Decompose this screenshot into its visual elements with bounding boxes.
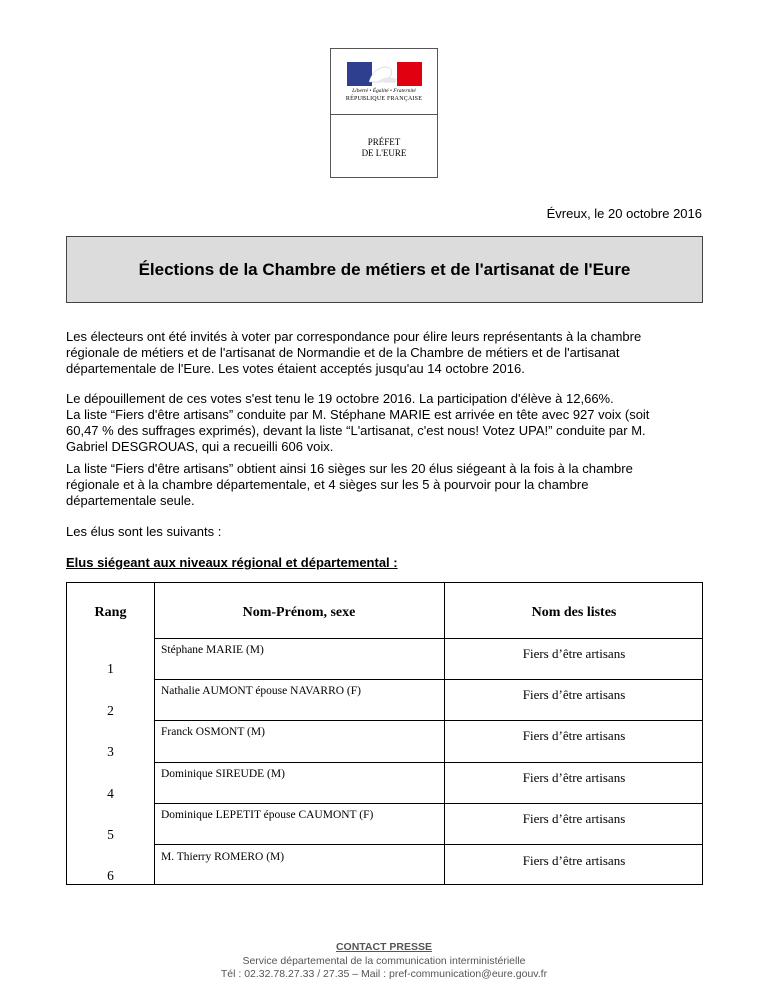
paragraph-line: régionale et à la chambre départementale, et 4 sièges sur les 5 à pourvoir pour la chambre [66,477,589,492]
paragraph-line: Les électeurs ont été invités à voter par correspondance pour élire leurs représentants à la chambre [66,329,642,344]
footer-contact-label: CONTACT PRESSE [335,941,433,953]
table-row-rank: 1 [107,661,114,676]
table-row-rank: 4 [107,786,114,801]
paragraph-line: départementale de l'Eure. Les votes étaient acceptés jusqu'au 14 octobre 2016. [66,361,525,376]
table-row-list: Fiers d’être artisans [522,687,626,702]
table-divider [154,583,155,884]
paragraph-elected-intro: Les élus sont les suivants : [66,524,222,539]
republic-name: RÉPUBLIQUE FRANÇAISE [345,96,423,102]
row-divider [154,803,702,804]
paragraph-results [66,391,703,455]
document-date: Évreux, le 20 octobre 2016 [546,206,702,221]
prefet-label [331,137,437,159]
paragraph-line: Gabriel DESGROUAS, qui a recueilli 606 voix. [66,439,334,454]
paragraph-intro [66,329,703,377]
table-row-rank: 6 [107,868,114,883]
table-row-name: M. Thierry ROMERO (M) [161,851,285,863]
row-divider [154,638,702,639]
row-divider [154,762,702,763]
republic-motto: Liberté • Égalité • Fraternité [352,88,416,94]
paragraph-line: départementale seule. [66,493,195,508]
table-row-name: Dominique SIREUDE (M) [161,768,285,780]
table-row-name: Franck OSMONT (M) [161,726,265,738]
table-row-rank: 2 [107,703,114,718]
row-divider [154,720,702,721]
table-row-list: Fiers d’être artisans [522,646,626,661]
table-row-list: Fiers d’être artisans [522,728,626,743]
paragraph-seats [66,461,703,509]
title-box [66,236,703,303]
logo-divider [331,114,437,115]
paragraph-line: La liste “Fiers d'être artisans” conduite par M. Stéphane MARIE est arrivée en tête avec 927 voix (soit [66,407,650,422]
row-divider [154,844,702,845]
prefet-line-2: DE L'EURE [361,148,407,158]
header-rank: Rang [94,605,127,620]
table-row-list: Fiers d’être artisans [522,853,626,868]
elected-table [66,582,703,885]
header-name: Nom-Prénom, sexe [242,605,356,620]
table-row-rank: 3 [107,744,114,759]
prefet-line-1: PRÉFET [367,137,401,147]
section-title: Elus siégeant aux niveaux régional et départemental : [66,555,398,570]
paragraph-line: La liste “Fiers d'être artisans” obtient ainsi 16 sièges sur les 20 élus siégeant à la fois à la chambre [66,461,633,476]
page-title: Élections de la Chambre de métiers et de l'artisanat de l'Eure [138,259,631,279]
table-row-list: Fiers d’être artisans [522,811,626,826]
paragraph-line: 60,47 % des suffrages exprimés), devant la liste “L'artisanat, c'est nous! Votez UPA!” conduite par M. [66,423,646,438]
table-row-list: Fiers d’être artisans [522,770,626,785]
table-row-name: Dominique LEPETIT épouse CAUMONT (F) [161,809,374,821]
row-divider [154,679,702,680]
footer-contact-details: Tél : 02.32.78.27.33 / 27.35 – Mail : pref-communication@eure.gouv.fr [220,968,548,980]
paragraph-line: régionale de métiers et de l'artisanat de Normandie et de la Chambre de métiers et de l'artisanat [66,345,620,360]
paragraph-line: Le dépouillement de ces votes s'est tenu le 19 octobre 2016. La participation d'élève à 12,66%. [66,391,614,406]
header-list: Nom des listes [531,605,617,620]
table-row-name: Stéphane MARIE (M) [161,644,264,656]
table-row-rank: 5 [107,827,114,842]
prefecture-logo [330,48,438,178]
marianne-flag-icon [347,62,422,86]
table-row-name: Nathalie AUMONT épouse NAVARRO (F) [161,685,361,697]
footer-service: Service départemental de la communication interministérielle [242,955,526,967]
